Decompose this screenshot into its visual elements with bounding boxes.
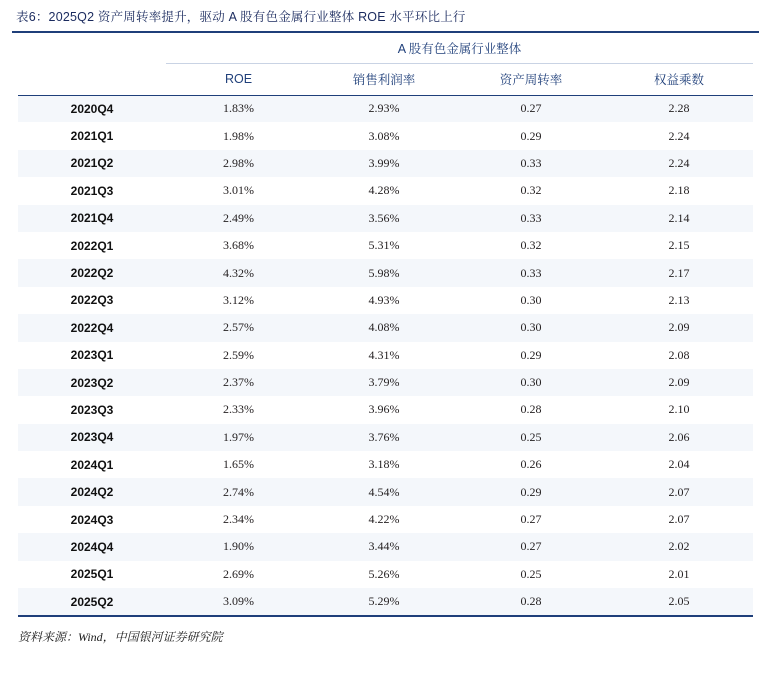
row-label: 2022Q2	[70, 266, 114, 281]
cell-roe: 4.32%	[223, 265, 254, 280]
cell-asset-turnover: 0.33	[520, 155, 542, 170]
table-row	[18, 396, 753, 423]
table-row	[18, 478, 753, 505]
cell-net-margin: 5.29%	[368, 594, 400, 609]
cell-roe: 2.74%	[223, 484, 254, 499]
row-label: 2021Q4	[70, 211, 114, 226]
cell-roe: 2.59%	[223, 347, 254, 362]
cell-net-margin: 5.31%	[368, 238, 400, 253]
row-label: 2020Q4	[70, 101, 114, 116]
table-row	[18, 588, 753, 615]
cell-equity-multiplier: 2.28	[668, 101, 690, 116]
group-header-row	[18, 33, 753, 64]
group-header-blank	[18, 33, 166, 64]
column-header-asset-turnover: 资产周转率	[457, 63, 605, 95]
cell-asset-turnover: 0.33	[520, 265, 542, 280]
cell-net-margin: 5.26%	[368, 566, 400, 581]
cell-net-margin: 3.96%	[368, 402, 400, 417]
cell-net-margin: 3.76%	[368, 429, 400, 444]
table-row	[18, 342, 753, 369]
cell-net-margin: 3.79%	[368, 375, 400, 390]
table-row	[18, 369, 753, 396]
cell-net-margin: 4.54%	[368, 484, 400, 499]
cell-asset-turnover: 0.29	[520, 347, 542, 362]
row-label: 2022Q1	[70, 238, 114, 253]
cell-asset-turnover: 0.30	[520, 292, 542, 307]
row-label: 2025Q2	[70, 594, 114, 609]
cell-equity-multiplier: 2.02	[668, 539, 690, 554]
cell-equity-multiplier: 2.10	[668, 402, 690, 417]
cell-roe: 3.01%	[223, 183, 254, 198]
table-row	[18, 150, 753, 177]
table-row	[18, 314, 753, 341]
cell-roe: 2.98%	[223, 155, 254, 170]
row-label: 2021Q2	[70, 156, 114, 171]
row-label: 2024Q2	[70, 485, 114, 500]
row-label: 2023Q3	[70, 402, 114, 417]
cell-asset-turnover: 0.32	[520, 183, 542, 198]
cell-asset-turnover: 0.30	[520, 375, 542, 390]
column-header-period	[18, 63, 166, 95]
table-row	[18, 287, 753, 314]
cell-roe: 1.97%	[223, 429, 254, 444]
cell-roe: 1.83%	[223, 101, 254, 116]
cell-roe: 1.65%	[223, 457, 254, 472]
cell-equity-multiplier: 2.18	[668, 183, 690, 198]
table-row	[18, 451, 753, 478]
cell-equity-multiplier: 2.15	[668, 238, 690, 253]
cell-roe: 2.69%	[223, 566, 254, 581]
cell-equity-multiplier: 2.04	[668, 457, 690, 472]
cell-asset-turnover: 0.32	[520, 238, 542, 253]
row-label: 2023Q1	[70, 348, 114, 363]
cell-asset-turnover: 0.28	[520, 402, 542, 417]
cell-roe: 3.68%	[223, 238, 254, 253]
cell-asset-turnover: 0.27	[520, 512, 542, 527]
cell-equity-multiplier: 2.14	[668, 210, 690, 225]
cell-net-margin: 4.22%	[368, 512, 400, 527]
row-label: 2021Q3	[70, 183, 114, 198]
cell-roe: 2.49%	[223, 210, 254, 225]
row-label: 2024Q4	[70, 539, 114, 554]
cell-equity-multiplier: 2.13	[668, 292, 690, 307]
table-row	[18, 533, 753, 560]
row-label: 2024Q3	[70, 512, 114, 527]
cell-net-margin: 3.08%	[368, 128, 400, 143]
cell-net-margin: 3.56%	[368, 210, 400, 225]
table-row	[18, 122, 753, 149]
cell-asset-turnover: 0.29	[520, 484, 542, 499]
cell-net-margin: 4.08%	[368, 320, 400, 335]
cell-equity-multiplier: 2.24	[668, 155, 690, 170]
cell-asset-turnover: 0.25	[520, 566, 542, 581]
cell-equity-multiplier: 2.09	[668, 375, 690, 390]
cell-roe: 2.33%	[223, 402, 254, 417]
cell-equity-multiplier: 2.08	[668, 347, 690, 362]
row-label: 2021Q1	[70, 129, 114, 144]
cell-roe: 1.90%	[223, 539, 254, 554]
cell-asset-turnover: 0.28	[520, 594, 542, 609]
row-label: 2023Q4	[70, 430, 114, 445]
column-header-equity-multiplier: 权益乘数	[605, 63, 753, 95]
cell-equity-multiplier: 2.24	[668, 128, 690, 143]
cell-net-margin: 4.31%	[368, 347, 400, 362]
table-head	[18, 33, 753, 96]
table-row	[18, 561, 753, 588]
cell-roe: 2.57%	[223, 320, 254, 335]
cell-net-margin: 2.93%	[368, 101, 400, 116]
table-row	[18, 95, 753, 122]
column-header-row	[18, 63, 753, 95]
table-row	[18, 424, 753, 451]
row-label: 2025Q1	[70, 567, 114, 582]
cell-equity-multiplier: 2.17	[668, 265, 690, 280]
cell-roe: 2.37%	[223, 375, 254, 390]
table-row	[18, 177, 753, 204]
column-header-roe: ROE	[166, 63, 311, 95]
cell-asset-turnover: 0.27	[520, 101, 542, 116]
source-note: 资料来源：Wind，中国银河证券研究院	[18, 629, 223, 644]
cell-equity-multiplier: 2.07	[668, 484, 690, 499]
row-label: 2022Q3	[70, 293, 114, 308]
cell-asset-turnover: 0.29	[520, 128, 542, 143]
row-label: 2024Q1	[70, 457, 114, 472]
cell-equity-multiplier: 2.05	[668, 594, 690, 609]
table-body	[18, 95, 753, 615]
cell-asset-turnover: 0.27	[520, 539, 542, 554]
cell-roe: 1.98%	[223, 128, 254, 143]
cell-asset-turnover: 0.25	[520, 429, 542, 444]
dupont-roe-table	[18, 33, 753, 616]
cell-net-margin: 3.44%	[368, 539, 400, 554]
cell-roe: 3.09%	[223, 594, 254, 609]
cell-asset-turnover: 0.30	[520, 320, 542, 335]
cell-net-margin: 3.99%	[368, 155, 400, 170]
cell-equity-multiplier: 2.07	[668, 512, 690, 527]
cell-equity-multiplier: 2.01	[668, 566, 690, 581]
column-header-net-margin: 销售利润率	[311, 63, 457, 95]
cell-net-margin: 5.98%	[368, 265, 400, 280]
row-label: 2023Q2	[70, 375, 114, 390]
cell-roe: 2.34%	[223, 512, 254, 527]
table-row	[18, 259, 753, 286]
row-label: 2022Q4	[70, 320, 114, 335]
cell-roe: 3.12%	[223, 292, 254, 307]
cell-net-margin: 4.93%	[368, 292, 400, 307]
cell-equity-multiplier: 2.09	[668, 320, 690, 335]
table-row	[18, 205, 753, 232]
table-caption: 表6：2025Q2 资产周转率提升，驱动 A 股有色金属行业整体 ROE 水平环比上行	[16, 10, 466, 24]
cell-asset-turnover: 0.33	[520, 210, 542, 225]
cell-net-margin: 3.18%	[368, 457, 400, 472]
table-row	[18, 232, 753, 259]
cell-equity-multiplier: 2.06	[668, 429, 690, 444]
cell-asset-turnover: 0.26	[520, 457, 542, 472]
cell-net-margin: 4.28%	[368, 183, 400, 198]
table-row	[18, 506, 753, 533]
group-header-label: A 股有色金属行业整体	[166, 33, 753, 64]
